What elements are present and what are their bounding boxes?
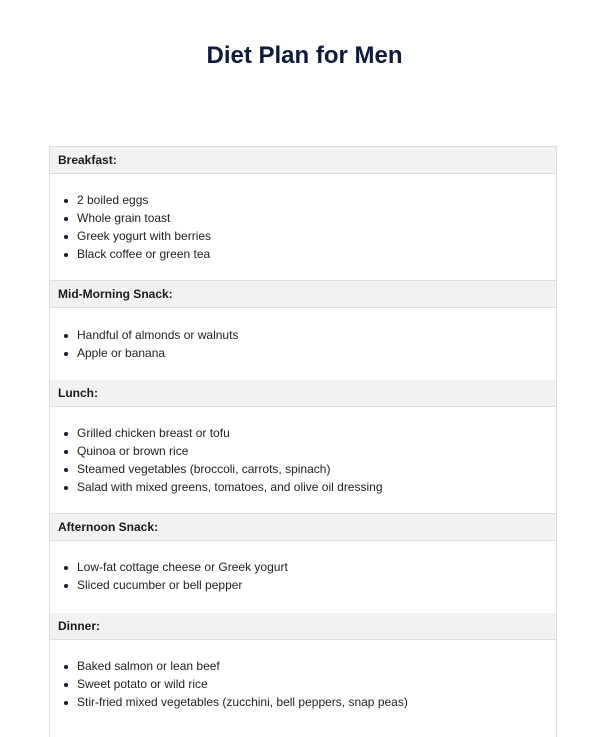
meal-header-dinner: Dinner: bbox=[50, 613, 556, 640]
meal-item-list bbox=[58, 326, 548, 362]
meal-header-lunch: Lunch: bbox=[50, 380, 556, 407]
list-item: 2 boiled eggs bbox=[77, 191, 548, 209]
meal-body-afternoon-snack bbox=[50, 541, 556, 613]
meal-item-list bbox=[58, 191, 548, 263]
list-item: Handful of almonds or walnuts bbox=[77, 326, 548, 344]
list-item: Baked salmon or lean beef bbox=[77, 657, 548, 675]
list-item: Grilled chicken breast or tofu bbox=[77, 424, 548, 442]
list-item: Sweet potato or wild rice bbox=[77, 675, 548, 693]
meal-body-breakfast bbox=[50, 174, 556, 280]
meal-header-breakfast: Breakfast: bbox=[50, 147, 556, 174]
list-item: Steamed vegetables (broccoli, carrots, spinach) bbox=[77, 460, 548, 478]
meal-item-list bbox=[58, 657, 548, 711]
meal-body-dinner bbox=[50, 640, 556, 737]
list-item: Low-fat cottage cheese or Greek yogurt bbox=[77, 558, 548, 576]
page-title: Diet Plan for Men bbox=[206, 42, 403, 69]
meal-body-mid-morning-snack bbox=[50, 308, 556, 380]
list-item: Whole grain toast bbox=[77, 209, 548, 227]
diet-plan-table bbox=[49, 146, 557, 737]
meal-section-afternoon-snack bbox=[50, 513, 556, 613]
list-item: Black coffee or green tea bbox=[77, 245, 548, 263]
list-item: Stir-fried mixed vegetables (zucchini, bell peppers, snap peas) bbox=[77, 693, 548, 711]
meal-header-afternoon-snack: Afternoon Snack: bbox=[50, 513, 556, 541]
meal-item-list bbox=[58, 424, 548, 496]
meal-header-mid-morning-snack: Mid-Morning Snack: bbox=[50, 280, 556, 308]
meal-section-mid-morning-snack bbox=[50, 280, 556, 380]
list-item: Salad with mixed greens, tomatoes, and olive oil dressing bbox=[77, 478, 548, 496]
meal-section-breakfast bbox=[50, 147, 556, 280]
list-item: Sliced cucumber or bell pepper bbox=[77, 576, 548, 594]
meal-body-lunch bbox=[50, 407, 556, 513]
list-item: Quinoa or brown rice bbox=[77, 442, 548, 460]
meal-item-list bbox=[58, 558, 548, 594]
list-item: Apple or banana bbox=[77, 344, 548, 362]
meal-section-lunch bbox=[50, 380, 556, 513]
meal-section-dinner bbox=[50, 613, 556, 737]
list-item: Greek yogurt with berries bbox=[77, 227, 548, 245]
